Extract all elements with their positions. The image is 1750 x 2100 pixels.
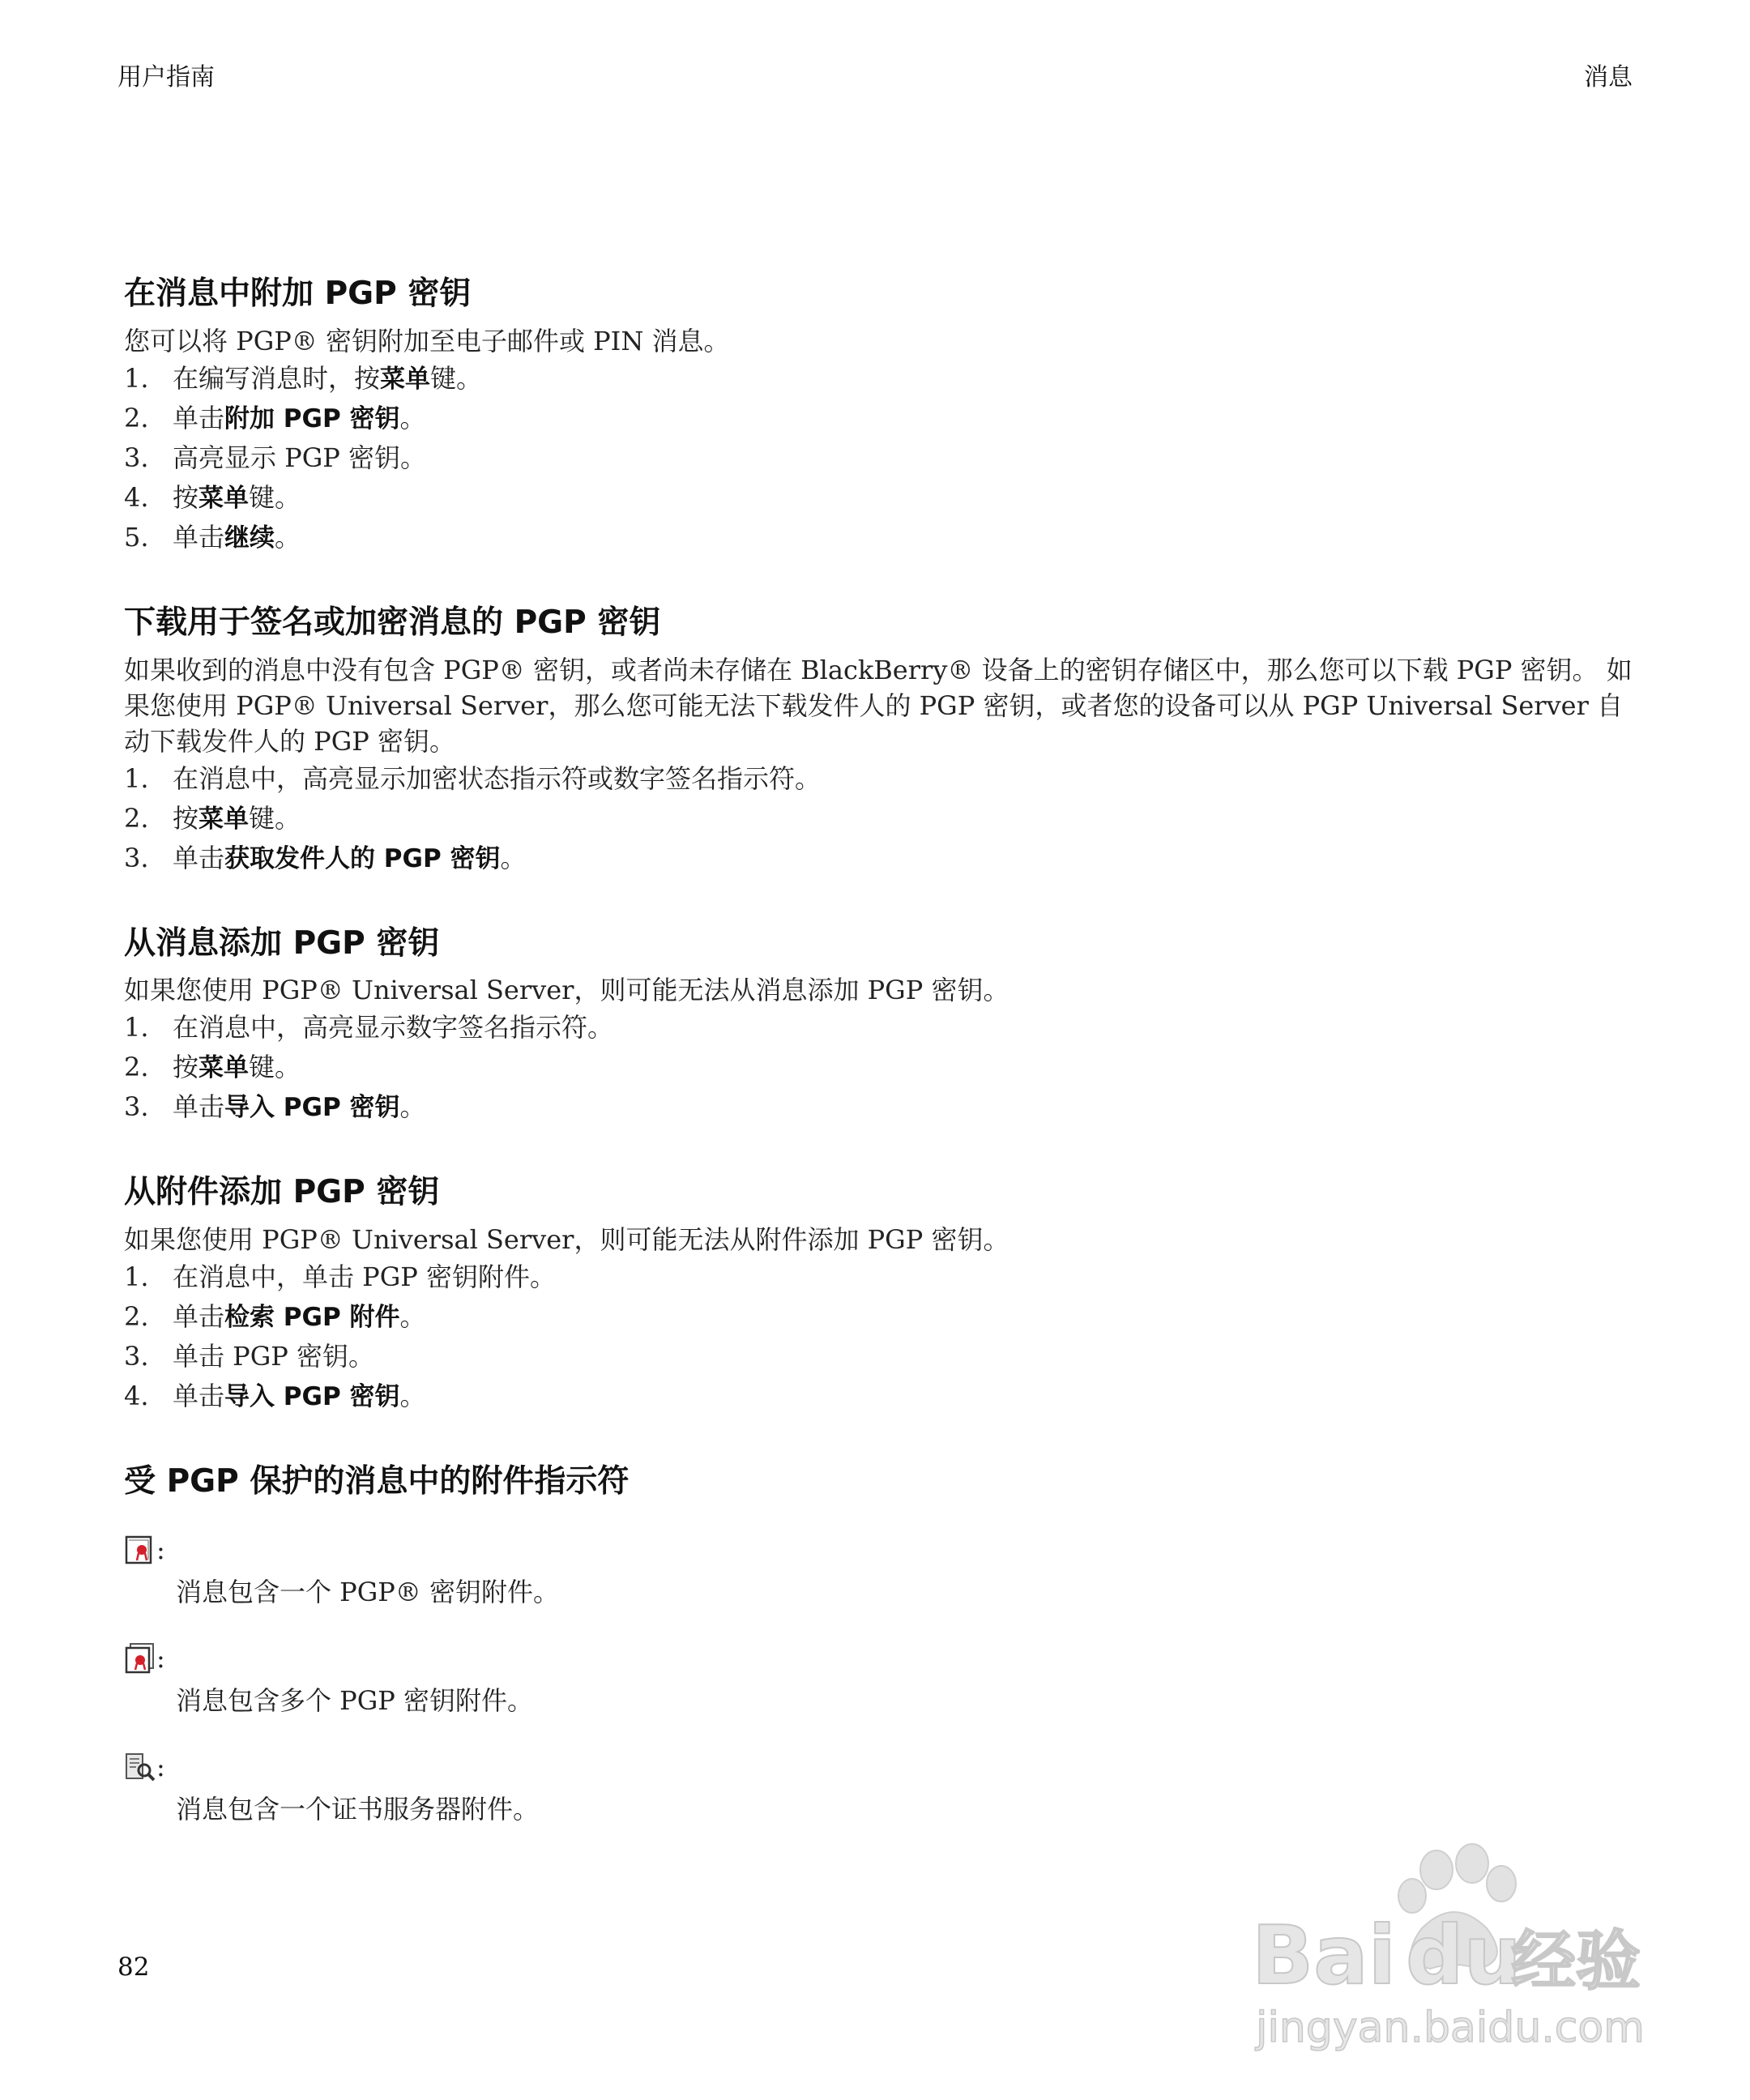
indicator-item: : 消息包含一个 PGP® 密钥附件。 <box>124 1534 1647 1610</box>
certificate-server-attachment-icon <box>124 1751 156 1783</box>
indicator-description: 消息包含一个 PGP® 密钥附件。 <box>176 1576 559 1607</box>
step-item: 1. 在消息中，高亮显示加密状态指示符或数字签名指示符。 <box>124 762 822 794</box>
ui-term: 附加 PGP 密钥 <box>224 403 400 433</box>
ui-term: 继续 <box>224 523 275 553</box>
ui-term: 菜单 <box>198 483 250 513</box>
step-item: 1. 在消息中，单击 PGP 密钥附件。 <box>124 1261 556 1293</box>
step-item: 3. 单击获取发件人的 PGP 密钥。 <box>124 842 527 873</box>
step-item: 3. 高亮显示 PGP 密钥。 <box>124 442 426 473</box>
ui-term: 检索 PGP 附件 <box>224 1303 400 1333</box>
indicator-item: : 消息包含多个 PGP 密钥附件。 <box>124 1642 1647 1718</box>
section-attach-pgp-key <box>124 275 1647 557</box>
indicator-item: : 消息包含一个证书服务器附件。 <box>124 1751 1647 1827</box>
ui-term: 导入 PGP 密钥 <box>224 1093 400 1123</box>
svg-text:du: du <box>1406 1908 1522 2003</box>
indicator-description: 消息包含多个 PGP 密钥附件。 <box>176 1684 533 1716</box>
section-download-pgp-key <box>124 604 1647 878</box>
ui-term: 菜单 <box>380 364 431 394</box>
step-item: 3. 单击 PGP 密钥。 <box>124 1341 374 1372</box>
page-number: 82 <box>117 1953 150 1982</box>
page-content <box>124 275 1647 1874</box>
baidu-jingyan-watermark <box>1244 1839 1657 2058</box>
section-intro: 您可以将 PGP® 密钥附加至电子邮件或 PIN 消息。 <box>124 325 730 356</box>
section-intro: 如果您使用 PGP® Universal Server，则可能无法从消息添加 PGP 密钥。 <box>124 975 1009 1006</box>
step-item: 4. 按菜单键。 <box>124 481 301 513</box>
ui-term: 导入 PGP 密钥 <box>224 1382 400 1412</box>
step-item: 2. 按菜单键。 <box>124 802 301 834</box>
step-item: 2. 单击检索 PGP 附件。 <box>124 1301 426 1333</box>
section-intro: 如果收到的消息中没有包含 PGP® 密钥，或者尚未存储在 BlackBerry® 设备上的密钥存储区中，那么您可以下载 PGP 密钥。 如果您使用 PGP® Universal Server，那么您可能无法下载发件人的 PGP 密钥，或者您的设备可以从 PGP Universal Server 自动下载发件人的 PGP 密钥。 <box>124 654 1633 757</box>
section-title: 受 PGP 保护的消息中的附件指示符 <box>124 1463 630 1500</box>
indicator-description: 消息包含一个证书服务器附件。 <box>176 1793 540 1825</box>
section-add-key-from-attachment <box>124 1174 1647 1416</box>
section-intro: 如果您使用 PGP® Universal Server，则可能无法从附件添加 PGP 密钥。 <box>124 1224 1009 1256</box>
section-title: 从消息添加 PGP 密钥 <box>124 924 440 962</box>
pgp-key-attachment-icon <box>124 1534 156 1566</box>
section-title: 下载用于签名或加密消息的 PGP 密钥 <box>124 604 661 641</box>
ui-term: 获取发件人的 PGP 密钥 <box>224 843 501 873</box>
svg-text:Bai: Bai <box>1252 1908 1396 2003</box>
step-item: 2. 按菜单键。 <box>124 1052 301 1083</box>
running-header-chapter: 消息 <box>1584 63 1633 92</box>
step-list <box>124 759 1647 878</box>
step-item: 4. 单击导入 PGP 密钥。 <box>124 1381 426 1412</box>
step-item: 3. 单击导入 PGP 密钥。 <box>124 1091 426 1123</box>
step-item: 1. 在编写消息时，按菜单键。 <box>124 362 483 394</box>
step-list <box>124 1257 1647 1416</box>
ui-term: 菜单 <box>198 1053 250 1083</box>
step-item: 5. 单击继续。 <box>124 521 301 553</box>
step-item: 1. 在消息中，高亮显示数字签名指示符。 <box>124 1012 614 1044</box>
section-title: 在消息中附加 PGP 密钥 <box>124 275 472 312</box>
svg-text:经验: 经验 <box>1511 1923 1641 1999</box>
step-list <box>124 1008 1647 1127</box>
step-list <box>124 359 1647 557</box>
running-header-guide: 用户指南 <box>117 63 215 92</box>
multiple-pgp-keys-attachment-icon <box>124 1642 156 1675</box>
section-add-key-from-message <box>124 925 1647 1128</box>
section-attachment-indicators <box>124 1463 1647 1827</box>
svg-text:jingyan.baidu.com: jingyan.baidu.com <box>1256 2004 1645 2052</box>
section-title: 从附件添加 PGP 密钥 <box>124 1174 440 1211</box>
ui-term: 菜单 <box>198 804 250 834</box>
step-item: 2. 单击附加 PGP 密钥。 <box>124 402 426 433</box>
